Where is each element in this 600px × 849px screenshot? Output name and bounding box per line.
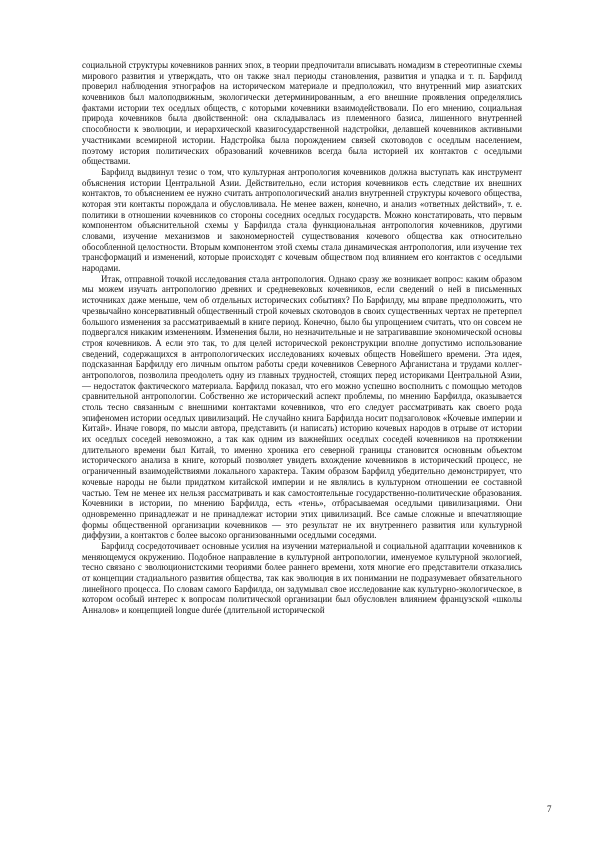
page-number: 7 (547, 804, 552, 814)
paragraph-3: Итак, отправной точкой исследования стала антропология. Однако сразу же возникает вопрос: каким образом мы можем изучать антропологию древних и средневековых кочевников, если сведений о ней в письменных источниках даже меньше, чем об отдельных исторических событиях? По Барфилду, мы вправе предположить, что чрезвычайно консервативный общественный строй кочевых скотоводов в своих существенных чертах не претерпел большого изменения за рассматриваемый в книге период. Конечно, было бы упрощением считать, что он совсем не подвергался никаким изменениям. Изменения были, но незначительные и не затрагивавшие экономической основы строя кочевников. А если это так, то для целей исторической реконструкции вполне допустимо использование сведений, содержащихся в антропологических исследованиях кочевых обществ Новейшего времени. Эта идея, подсказанная Барфилду его личным опытом работы среди кочевников Северного Афганистана и трудами коллег-антропологов, позволила преодолеть одну из главных трудностей, стоящих перед историками Центральной Азии, — недостаток фактического материала. Барфилд показал, что его можно успешно восполнить с помощью методов сравнительной антропологии. Собственно же исторический аспект проблемы, по мнению Барфилда, оказывается столь тесно связанным с внешними контактами кочевников, что его следует рассматривать как своего рода эпифеномен истории оседлых цивилизаций. Не случайно книга Барфилда носит подзаголовок «Кочевые империи и Китай». Иначе говоря, по мысли автора, представить (и написать) историю кочевых народов в отрыве от истории их оседлых соседей невозможно, а так как одним из важнейших оседлых соседей кочевников на протяжении длительного времени был Китай, то именно хроника его северной границы становится основным объектом исторического анализа в книге, который позволяет увидеть вхождение кочевников в исторический процесс, не ограниченный взаимодействиями локального характера. Таким образом Барфилд убедительно демонстрирует, что кочевые народы не были придатком китайской империи и не являлись в культурном отношении ее составной частью. Тем не менее их нельзя рассматривать и как самостоятельные государственно-политические образования. Кочевники в истории, по мнению Барфилда, есть «тень», отбрасываемая оседлыми цивилизациями. Они одновременно принадлежат и не принадлежат истории этих цивилизаций. Все самые сложные и впечатляющие формы общественной организации кочевников — это результат не их внутреннего развития или культурной диффузии, а контактов с более высоко организованными оседлыми соседями. (82, 273, 522, 541)
paragraph-4: Барфилд сосредоточивает основные усилия на изучении материальной и социальной адаптации кочевников к меняющемуся окружению. Подобное направление в культурной антропологии, именуемое культурной экологией, тесно связано с эволюционистскими теориями более раннего времени, хотя многие его представители отказались от концепции стадиального развития общества, так как эволюция в их понимании не подразумевает обязательного линейного процесса. По словам самого Барфилда, он задумывал свое исследование как культурно-экологическое, в котором особый интерес к вопросам политической организации был обусловлен влиянием французской «школы Анналов» и концепцией longue durée (длительной исторической (82, 540, 522, 616)
paragraph-1: социальной структуры кочевников ранних эпох, в теории предпочитали вписывать номадизм в стереотипные схемы мирового развития и утверждать, что он также знал периоды становления, развития и упадка и т. п. Барфилд проверил наблюдения этнографов на историческом материале и предположил, что внутренний мир азиатских кочевников был малоподвижным, экологически детерминированным, а его внешние проявления определялись фактами истории тех оседлых обществ, с которыми кочевники взаимодействовали. По его мнению, социальная природа кочевников была двойственной: она складывалась из племенного базиса, лишенного внутренней способности к эволюции, и иерархической квазигосударственной надстройки, делавшей кочевников активными участниками всемирной истории. Надстройка была порождением связей скотоводов с оседлым населением, поэтому история политических образований кочевников всегда была историей их контактов с оседлыми обществами. (82, 60, 522, 167)
paragraph-2: Барфилд выдвинул тезис о том, что культурная антропология кочевников должна выступать как инструмент объяснения истории Центральной Азии. Действительно, если история кочевников есть следствие их внешних контактов, то объяснением ее нужно считать антропологический анализ внутренней структуры кочевого общества, которая эти контакты порождала и обусловливала. Не менее важен, конечно, и анализ «ответных действий», т. е. политики в отношении кочевников со стороны соседних оседлых государств. Можно констатировать, что первым компонентом объяснительной схемы у Барфилда стала функциональная антропология кочевников, другими словами, изучение механизмов и закономерностей существования кочевого общества как относительно обособленной целостности. Вторым компонентом этой схемы стала динамическая антропология, или изучение тех трансформаций и изменений, которые происходят с кочевым обществом под влиянием его контактов с оседлыми народами. (82, 166, 522, 274)
body-text (82, 60, 522, 616)
